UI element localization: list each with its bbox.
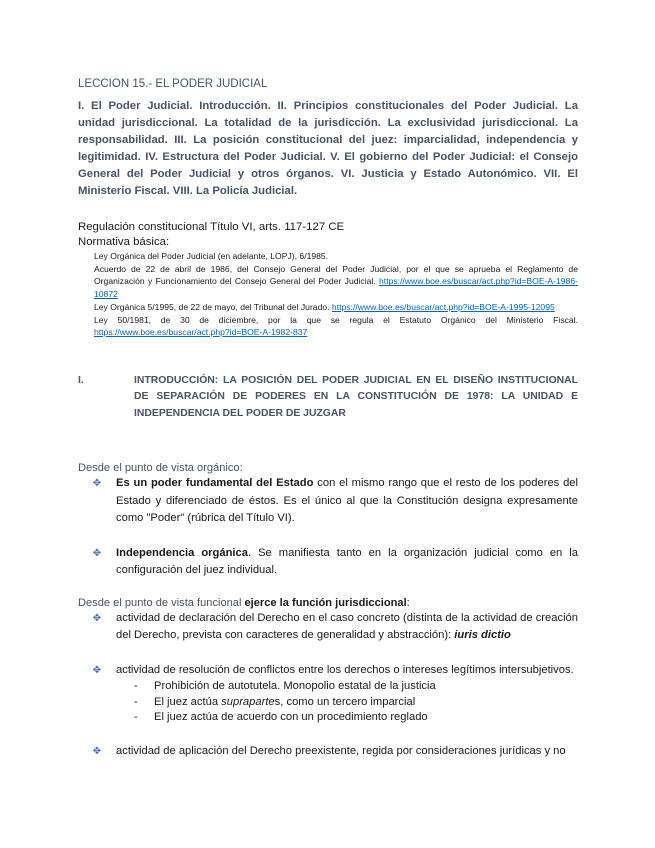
bullet-icon: ✥ bbox=[92, 547, 102, 559]
boe-link[interactable]: https://www.boe.es/buscar/act.php?id=BOE-A-1982-837 bbox=[94, 327, 308, 338]
iuris-dictio: iuris dictio bbox=[454, 629, 511, 642]
bullet-icon: ✥ bbox=[92, 664, 102, 676]
normativa-text: Acuerdo de 22 de abril de 1986, del Consejo General del Poder Judicial, por el que se aprueba el Reglamento de Organización y Funcionamiento del Consejo General del Poder Judicial. bbox=[94, 263, 578, 287]
bullet-rest: con el mismo rango que el resto de los poderes del Estado y diferenciado de éstos. Es el único al que la Constitución designa expresamente como "Poder" (rúbrica del Título VI). bbox=[116, 477, 578, 525]
normativa-item bbox=[94, 250, 578, 263]
normativa-text: Ley 50/1981, de 30 de diciembre, por la que se regula el Estatuto Orgánico del Ministerio Fiscal. bbox=[94, 314, 578, 325]
bullet-icon: ✥ bbox=[92, 478, 102, 490]
dash-text-pre: El juez actúa bbox=[154, 695, 222, 708]
section-title: INTRODUCCIÓN: LA POSICIÓN DEL PODER JUDICIAL EN EL DISEÑO INSTITUCIONAL DE SEPARACIÓN DE PODERES EN LA CONSTITUCIÓN DE 1978: LA UNIDAD E INDEPENDENCIA DEL PODER DE JUZGAR bbox=[134, 374, 578, 419]
funcional-label bbox=[78, 597, 578, 609]
list-item bbox=[78, 662, 578, 680]
bullet-text bbox=[116, 475, 578, 528]
dash-item bbox=[134, 679, 578, 695]
regulation-text: Regulación constitucional Título VI, arts. 117-127 CE bbox=[78, 221, 345, 233]
bullet-icon: ✥ bbox=[92, 745, 102, 757]
list-item bbox=[78, 475, 578, 528]
lesson-summary: I. El Poder Judicial. Introducción. II. Principios constitucionales del Poder Judicial. La unidad jurisdiccional. La totalidad de la jurisdicción. La exclusividad jurisdiccional. La responsabilidad. III. La posición constitucional del juez: imparcialidad, independencia y legitimidad. IV. Estructura del Poder Judicial. V. El gobierno del Poder Judicial: el Consejo General del Poder Judicial y otros órganos. VI. Justicia y Estado Autonómico. VII. El Ministerio Fiscal. VIII. La Policía Judicial. bbox=[78, 100, 578, 197]
funcional-label-bold: ejerce la función jurisdiccional bbox=[244, 596, 407, 609]
normativa-item bbox=[94, 314, 578, 339]
normativa-item bbox=[94, 263, 578, 301]
section-heading bbox=[78, 373, 578, 423]
bullet-icon: ✥ bbox=[92, 612, 102, 624]
dash-text: El juez actúa de acuerdo con un procedimiento reglado bbox=[154, 711, 428, 724]
regulation-line bbox=[78, 220, 578, 250]
bullet-bold: Es un poder fundamental del Estado bbox=[116, 477, 314, 490]
bullet-bold: Independencia orgánica bbox=[116, 546, 248, 559]
dash-text-post: s, como un tercero imparcial bbox=[274, 695, 416, 708]
bullet-text: actividad de resolución de conflictos entre los derechos o intereses legítimos intersubjetivos. bbox=[116, 663, 574, 676]
bullet-text bbox=[116, 545, 578, 580]
bullet-text: actividad de aplicación del Derecho preexistente, regida por consideraciones jurídicas y no bbox=[116, 744, 566, 757]
list-item bbox=[78, 743, 578, 761]
boe-link[interactable]: https://www.boe.es/buscar/act.php?id=BOE-A-1995-12095 bbox=[331, 301, 555, 312]
organico-label: Desde el punto de vista orgánico: bbox=[78, 462, 243, 475]
funcional-label-text: Desde el punto de vista funcional bbox=[78, 596, 245, 609]
bullet-rest: actividad de declaración del Derecho en el caso concreto (distinta de la actividad de creación del Derecho, prevista con caracteres de generalidad y abstracción): bbox=[116, 611, 578, 642]
boe-link[interactable]: https://www.boe.es/buscar/act.php?id=BOE-A-1986-10872 bbox=[94, 276, 578, 300]
funcional-label-end: : bbox=[406, 596, 410, 609]
bullet-text bbox=[116, 610, 578, 645]
dash-item bbox=[134, 710, 578, 726]
list-item bbox=[78, 545, 578, 580]
list-item bbox=[78, 610, 578, 645]
document-page bbox=[78, 78, 578, 760]
normativa-text: Ley Orgánica 5/1995, de 22 de mayo, del Tribunal del Jurado. bbox=[94, 301, 332, 312]
dash-text-italic: supraparte bbox=[221, 695, 275, 708]
dash-mark: - bbox=[134, 680, 138, 693]
lesson-title: LECCION 15.- EL PODER JUDICIAL bbox=[78, 78, 268, 90]
dash-text bbox=[154, 695, 415, 711]
normativa-label: Normativa básica: bbox=[78, 236, 170, 248]
dash-item bbox=[134, 695, 578, 711]
normativa-list bbox=[94, 250, 578, 339]
dash-mark: - bbox=[134, 695, 138, 708]
dash-mark: - bbox=[134, 711, 138, 724]
bullet-rest: . Se manifiesta tanto en la organización judicial como en la configuración del juez individual. bbox=[116, 546, 578, 577]
normativa-item bbox=[94, 301, 578, 314]
normativa-text: Ley Orgánica del Poder Judicial (en adelante, LOPJ), 6/1985. bbox=[94, 251, 329, 261]
dash-text: Prohibición de autotutela. Monopolio estatal de la justicia bbox=[154, 680, 436, 693]
section-number: I. bbox=[78, 374, 84, 386]
